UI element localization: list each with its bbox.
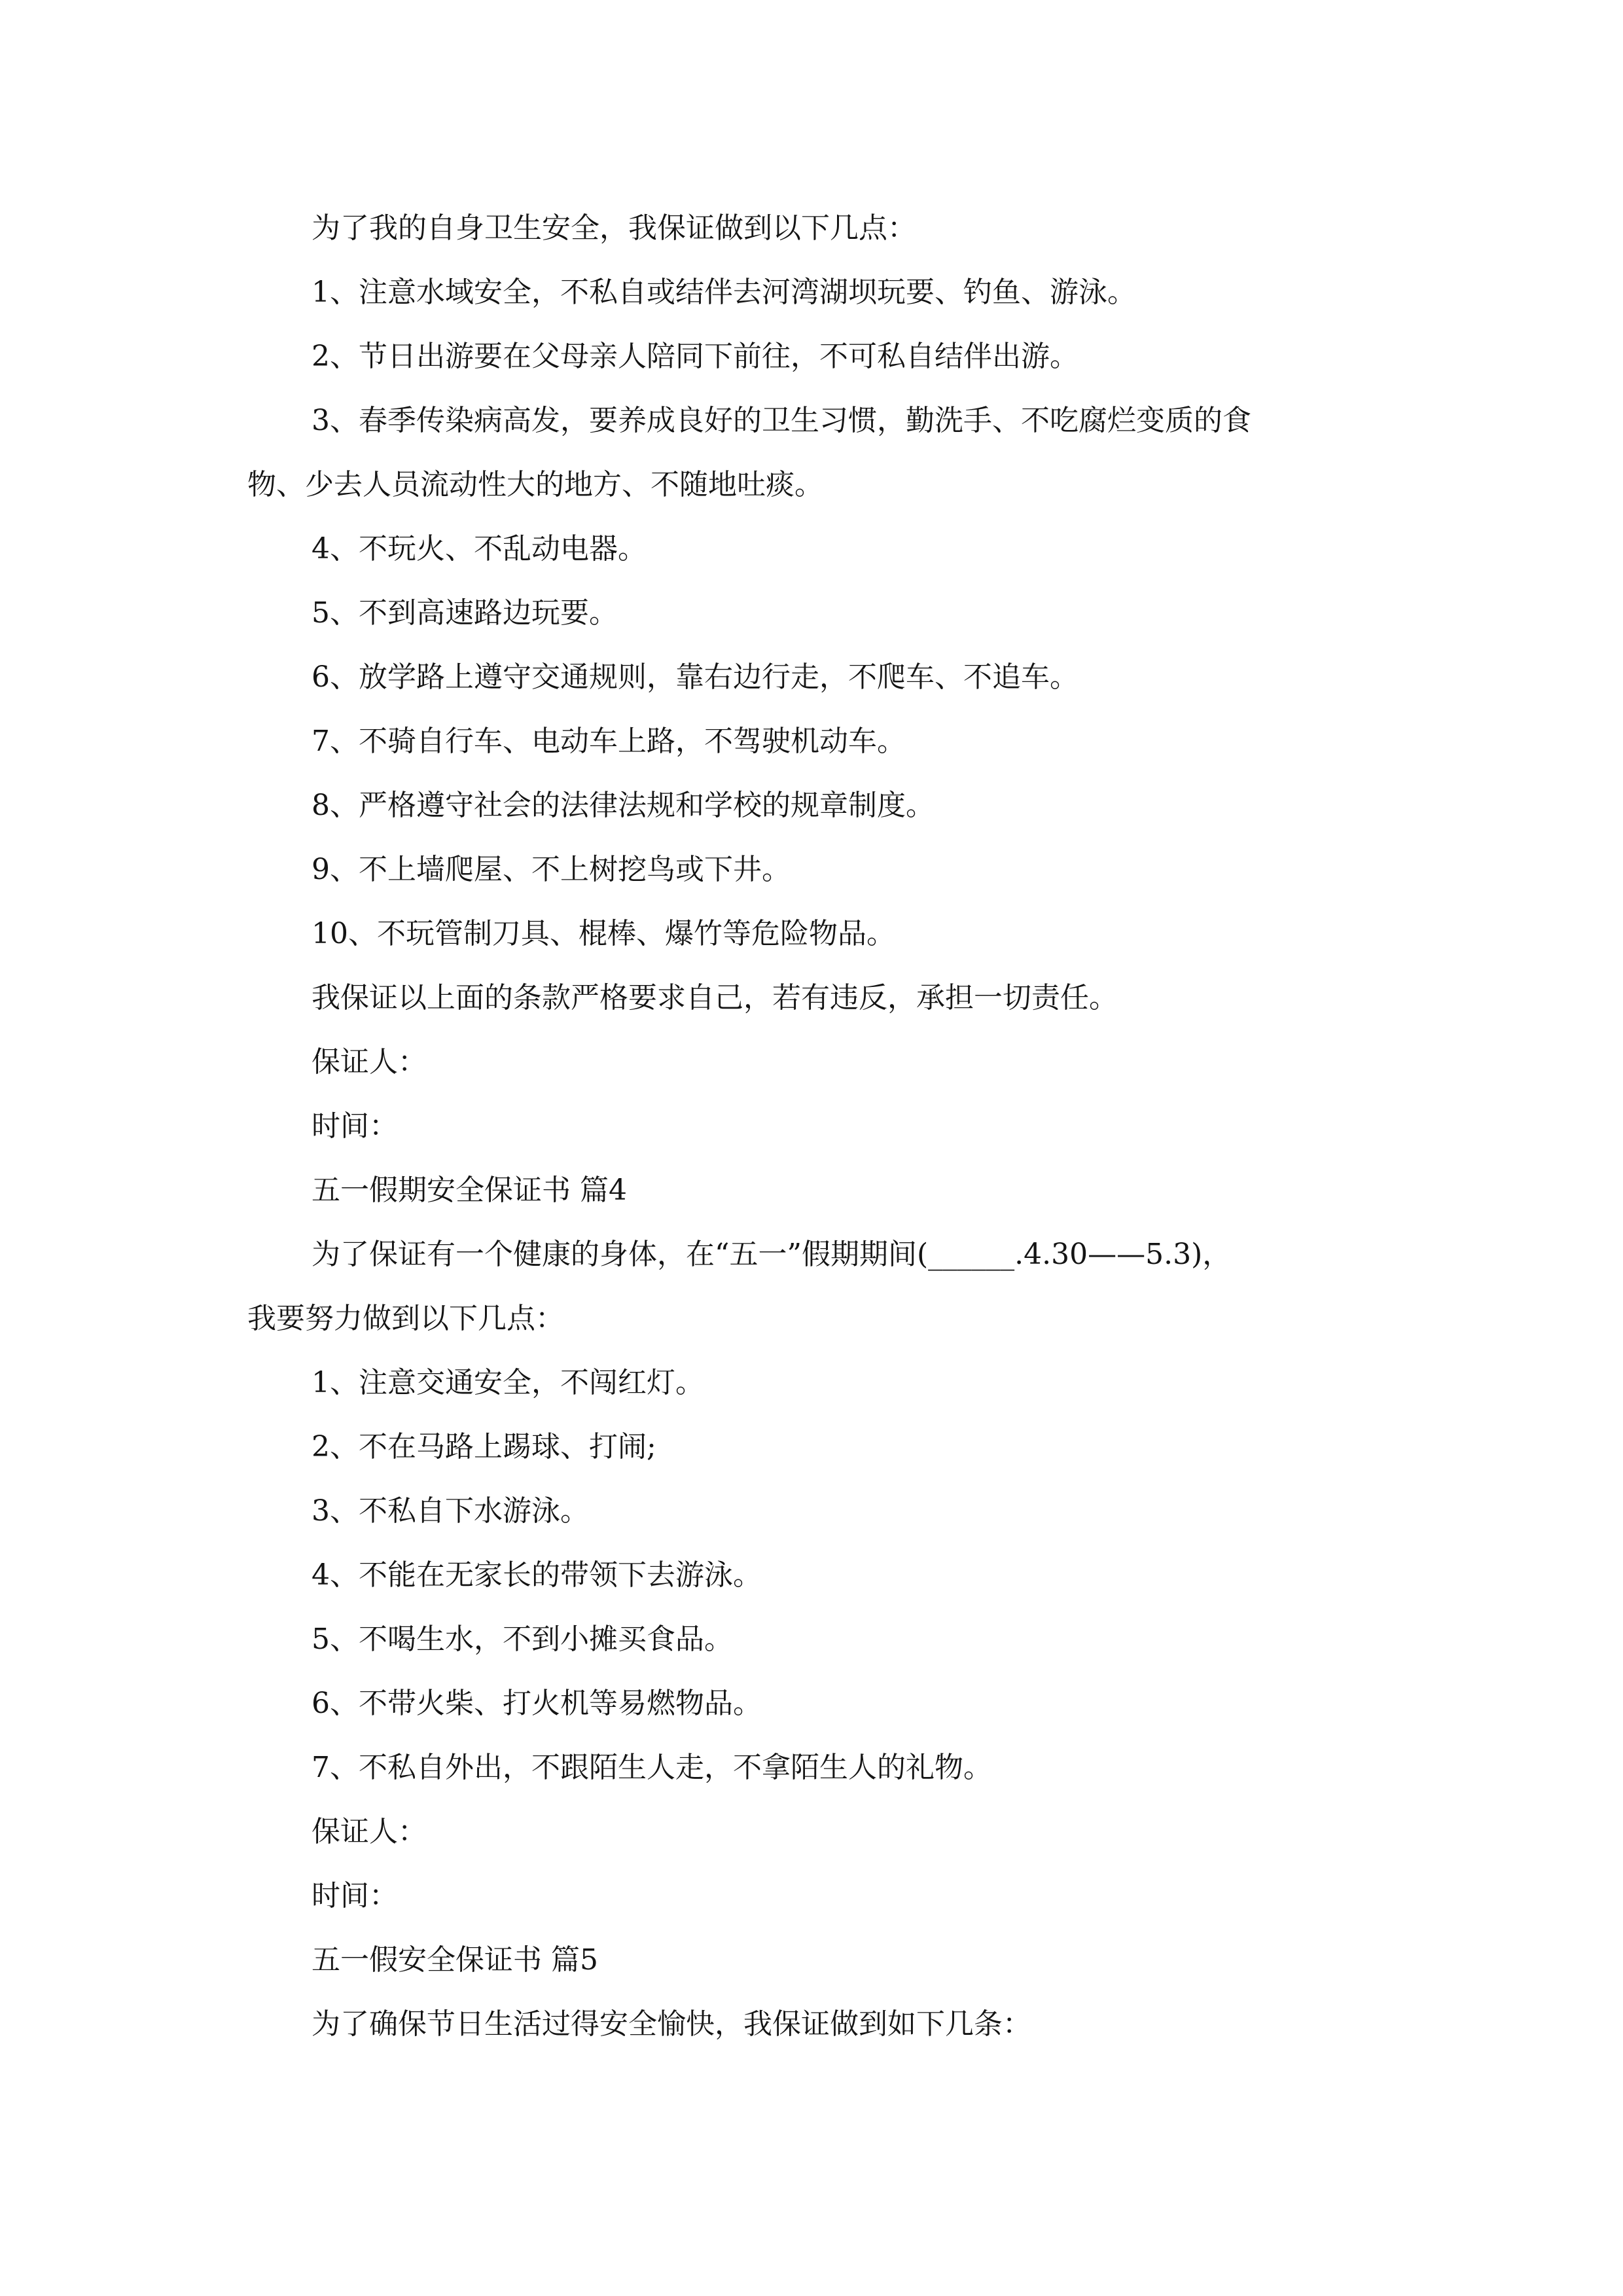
paragraph-intro: 为了我的自身卫生安全，我保证做到以下几点： — [312, 211, 916, 245]
section-4-item-6: 6、不带火柴、打火机等易燃物品。 — [312, 1687, 762, 1720]
section-4-item-3: 3、不私自下水游泳。 — [312, 1494, 589, 1528]
list-item-5: 5、不到高速路边玩要。 — [312, 596, 618, 630]
section-4-item-1: 1、注意交通安全，不闯红灯。 — [312, 1366, 704, 1399]
list-item-6: 6、放学路上遵守交通规则，靠右边行走，不爬车、不追车。 — [312, 660, 1079, 694]
list-item-4: 4、不玩火、不乱动电器。 — [312, 532, 647, 565]
section-4-date-label: 时间： — [312, 1879, 398, 1912]
section-4-item-2: 2、不在马路上踢球、打闹; — [312, 1430, 656, 1463]
section-heading-5: 五一假安全保证书 篇5 — [312, 1943, 598, 1977]
list-item-2: 2、节日出游要在父母亲人陪同下前往，不可私自结伴出游。 — [312, 340, 1079, 373]
section-4-item-7: 7、不私自外出，不跟陌生人走，不拿陌生人的礼物。 — [312, 1751, 992, 1784]
list-item-7: 7、不骑自行车、电动车上路，不驾驶机动车。 — [312, 725, 906, 758]
list-item-1: 1、注意水域安全，不私自或结伴去河湾湖坝玩要、钓鱼、游泳。 — [312, 276, 1136, 309]
list-item-3-continued: 物、少去人员流动性大的地方、不随地吐痰。 — [247, 468, 823, 501]
guarantor-label: 保证人： — [312, 1045, 427, 1079]
section-4-item-4: 4、不能在无家长的带领下去游泳。 — [312, 1558, 762, 1592]
list-item-3: 3、春季传染病高发，要养成良好的卫生习惯，勤洗手、不吃腐烂变质的食 — [312, 404, 1251, 437]
list-item-9: 9、不上墙爬屋、不上树挖鸟或下井。 — [312, 853, 791, 886]
section-4-intro-continued: 我要努力做到以下几点： — [247, 1302, 564, 1335]
section-5-intro: 为了确保节日生活过得安全愉快，我保证做到如下几条： — [312, 2007, 1031, 2041]
pledge-statement: 我保证以上面的条款严格要求自己，若有违反，承担一切责任。 — [312, 981, 1118, 1014]
date-label: 时间： — [312, 1109, 398, 1143]
list-item-8: 8、严格遵守社会的法律法规和学校的规章制度。 — [312, 789, 935, 822]
section-heading-4: 五一假期安全保证书 篇4 — [312, 1174, 627, 1207]
document-body — [247, 196, 1399, 2056]
section-4-guarantor-label: 保证人： — [312, 1815, 427, 1848]
section-4-item-5: 5、不喝生水，不到小摊买食品。 — [312, 1623, 733, 1656]
section-4-intro: 为了保证有一个健康的身体，在“五一”假期期间(______.4.30——5.3)， — [312, 1238, 1232, 1271]
list-item-10: 10、不玩管制刀具、棍棒、爆竹等危险物品。 — [312, 917, 895, 950]
